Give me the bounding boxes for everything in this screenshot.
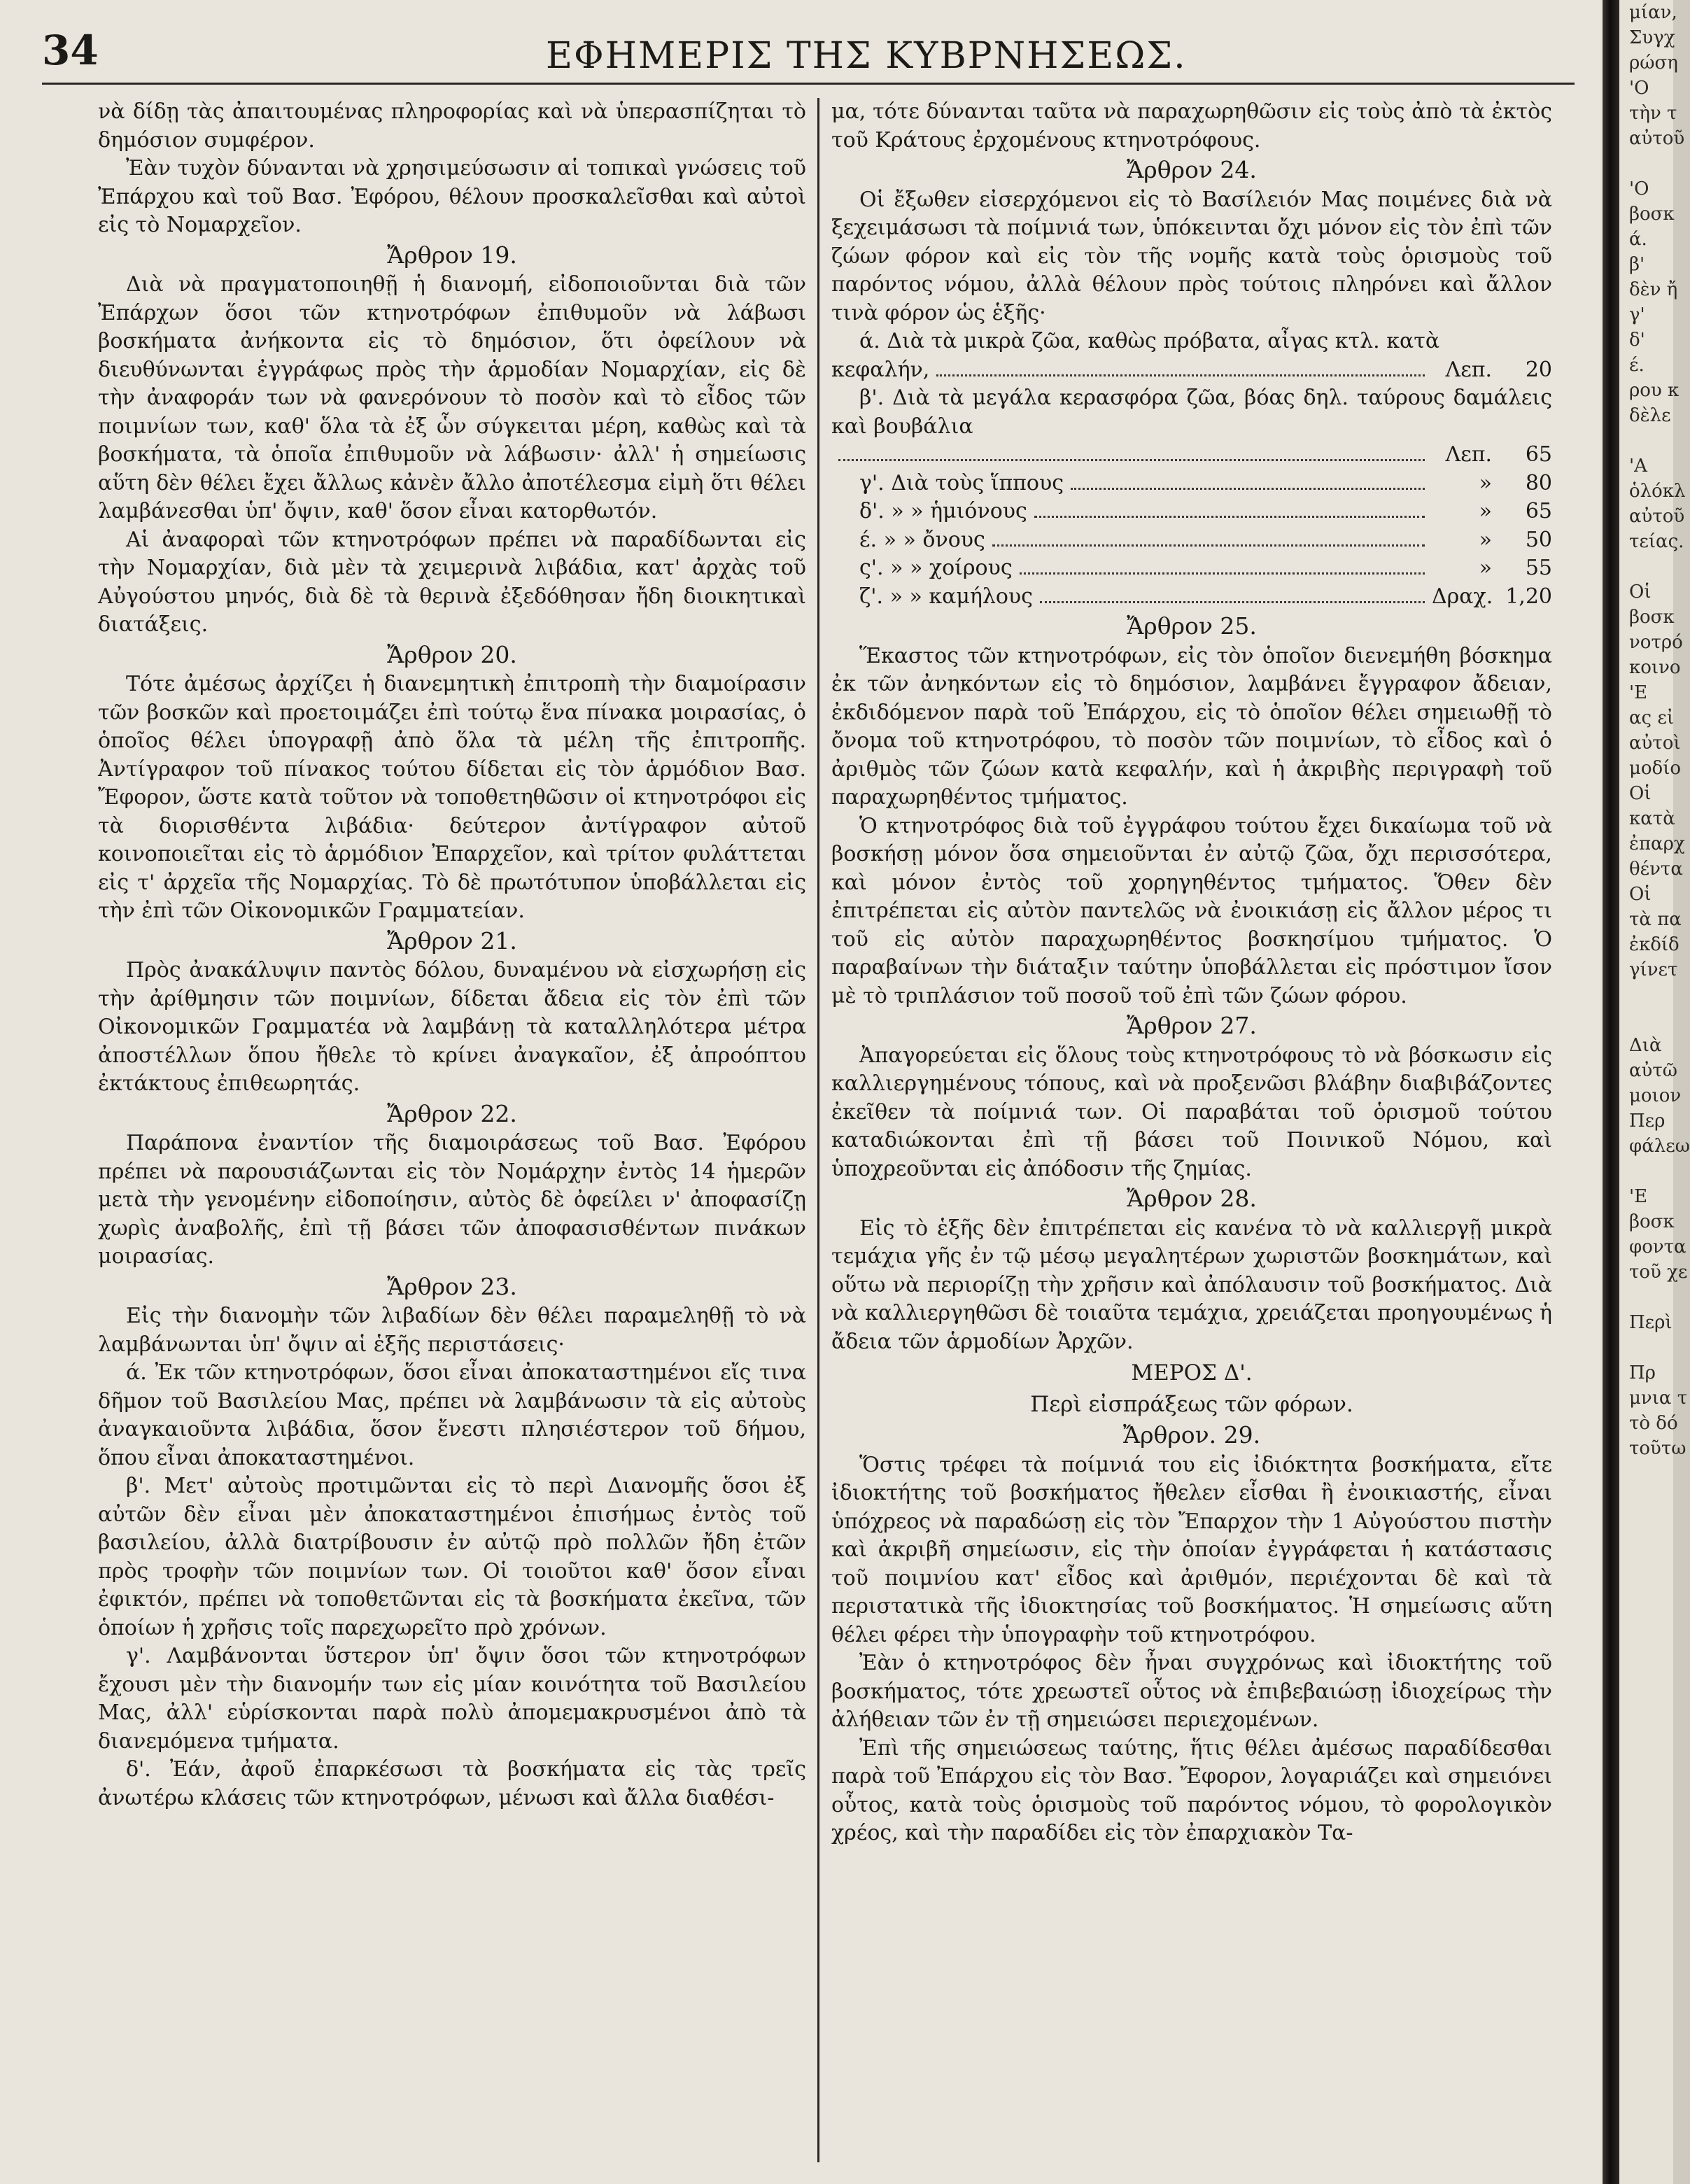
facing-page-fragment: θέντα (1629, 859, 1683, 880)
facing-page-fragment (1629, 151, 1673, 176)
facing-page-fragment: αὐτοὶ (1629, 733, 1681, 754)
facing-page-fragment (1629, 1008, 1673, 1033)
facing-page-fragment: Πρ (1629, 1362, 1656, 1383)
fee-label: ζ'. » » καμήλους (859, 584, 1033, 609)
facing-page-fragment: τείας. (1629, 531, 1684, 552)
paragraph: Ὅστις τρέφει τὰ ποίμνιά του εἰς ἰδιόκτητα βοσκήματα, εἴτε ἰδιοκτήτης τοῦ βοσκήματος ἤθελεν εἶσθαι ἢ ἐνοικιαστής, εἶναι ὑπόχρεος νὰ παραδώσῃ εἰς τὸν Ἔπαρχον τὴν 1 Αὐγούστου πιστὴν καὶ ἀκριβῆ σημείωσιν, εἰς τὴν ὁποίαν ἐγγράφεται ἡ κατάστασις τοῦ ποιμνίου κατ' εἶδος καὶ ἀριθμόν, περιέχονται δὲ καὶ τὰ περιστατικὰ τῆς ἰδιοκτησίας τοῦ βοσκήματος. Ἡ σημείωσις αὕτη θέλει φέρει τὴν ὑπογραφὴν τοῦ κτηνοτρόφου. (831, 1452, 1552, 1647)
article-heading: Ἄρθρον 24. (1127, 156, 1257, 183)
facing-page-fragment: γίνετ (1629, 959, 1678, 980)
facing-page-fragment: ας εἰ (1629, 707, 1675, 728)
facing-page-fragment: Οἱ (1629, 582, 1652, 603)
column-divider (817, 98, 819, 2162)
facing-page-fragment (1629, 1285, 1673, 1310)
paragraph: Ἐὰν τυχὸν δύνανται νὰ χρησιμεύσωσιν αἱ τοπικαὶ γνώσεις τοῦ Ἐπάρχου καὶ τοῦ Βασ. Ἐφόρου, θέλουν προσκαλεῖσθαι καὶ αὐτοὶ εἰς τὸ Νομαρχεῖον. (98, 156, 806, 237)
fee-unit: » (1479, 499, 1492, 523)
facing-page-fragment: τὴν τ (1629, 103, 1677, 124)
fee-row (831, 470, 1552, 498)
paragraph: Παράπονα ἐναντίον τῆς διαμοιράσεως τοῦ Βασ. Ἐφόρου πρέπει νὰ παρουσιάζωνται εἰς τὸν Νομάρχην ἐντὸς 14 ἡμερῶν μετὰ τὴν γενομένην εἰδοποίησιν, αὐτὸς δὲ ὀφείλει ν' ἀποφασίζῃ χωρὶς ἀναβολῆς, ἐπὶ τῇ βάσει τῶν ἀποφασισθέντων πινάκων μοιρασίας. (98, 1131, 806, 1269)
facing-page-fragment: τοῦ χε (1629, 1262, 1688, 1283)
facing-page-fragment: βοσκ (1629, 607, 1675, 628)
paragraph: β'. Διὰ τὰ μεγάλα κερασφόρα ζῶα, βόας δηλ. ταύρους δαμάλεις καὶ βουβάλια (831, 386, 1552, 439)
section-heading: ΜΕΡΟΣ Δ'. (1131, 1360, 1253, 1386)
paragraph: Πρὸς ἀνακάλυψιν παντὸς δόλου, δυναμένου νὰ εἰσχωρήσῃ εἰς τὴν ἀρίθμησιν τῶν ποιμνίων, δίδεται ἄδεια εἰς τὸν ἐπὶ τῶν Οἰκονομικῶν Γραμματέα νὰ λαμβάνῃ τὰ καταλληλότερα μέτρα ἀποστέλλων ὅπου ἤθελε τὸ κρίνει ἀναγκαῖον, ἐξ ἀπροόπτου ἐκτάκτους ἐπιθεωρητάς. (98, 958, 806, 1096)
facing-page-fragment (1629, 554, 1673, 579)
fee-unit: » (1479, 527, 1492, 552)
fee-label: δ'. » » ἡμιόνους (859, 499, 1027, 523)
fee-amount: 1,20 (1505, 584, 1552, 609)
facing-page-fragment: δ' (1629, 330, 1645, 351)
facing-page-fragment: δὲν ἤ (1629, 279, 1678, 300)
fee-unit: » (1479, 470, 1492, 495)
facing-page-fragment: δὲλε (1629, 405, 1671, 426)
fee-row (831, 554, 1552, 583)
facing-page-fragment: φοντα (1629, 1237, 1687, 1257)
paragraph: Ἐπὶ τῆς σημειώσεως ταύτης, ἥτις θέλει ἀμέσως παραδίδεσθαι παρὰ τοῦ Ἐπάρχου εἰς τὸν Βασ. Ἔφορον, λογαριάζει καὶ σημειόνει οὗτος, κατὰ τοὺς ὁρισμοὺς τοῦ παρόντος νόμου, τὸ φορολογικὸν χρέος, καὶ τὴν παραδίδει εἰς τὸν ἐπαρχιακὸν Τα- (831, 1735, 1552, 1845)
facing-page-fragment: 'Ο (1629, 78, 1649, 99)
facing-page-fragment: Περὶ (1629, 1312, 1673, 1333)
fee-row (831, 526, 1552, 555)
fee-amount: 50 (1525, 527, 1552, 552)
dot-leader (838, 459, 1425, 461)
fee-amount: 65 (1525, 442, 1552, 467)
paragraph: ά. Διὰ τὰ μικρὰ ζῶα, καθὼς πρόβατα, αἶγας κτλ. κατὰ (859, 329, 1440, 353)
facing-page-fragment: ρου κ (1629, 380, 1680, 401)
dot-leader (1071, 488, 1425, 490)
facing-page-fragment: νοτρό (1629, 632, 1683, 653)
facing-page-fragment: Οἱ (1629, 783, 1652, 804)
fee-label: κεφαλήν, (831, 357, 930, 382)
page-number: 34 (42, 27, 99, 74)
article-heading: Ἄρθρον 21. (387, 927, 517, 954)
facing-page-fragment: μνια τ (1629, 1388, 1688, 1409)
facing-page-fragment: Συγχ (1629, 27, 1675, 48)
facing-page-fragment: αὐτοῦ (1629, 128, 1685, 149)
dot-leader (1020, 572, 1425, 575)
fee-label: έ. » » ὄνους (859, 527, 985, 552)
paragraph: ά. Ἐκ τῶν κτηνοτρόφων, ὅσοι εἶναι ἀποκαταστημένοι εἴς τινα δῆμον τοῦ Βασιλείου Μας, πρέπει νὰ λαμβάνωσιν τὰ εἰς αὐτοὺς ἀναγκαιοῦντα λιβάδια, ὅσον ἔνεστι πλησιέστερον τοῦ δήμου, ὅπου εἶναι ἀποκαταστημένοι. (98, 1360, 806, 1470)
fee-row (831, 356, 1552, 385)
article-heading: Ἄρθρον 20. (387, 640, 517, 668)
paragraph: γ'. Λαμβάνονται ὕστερον ὑπ' ὄψιν ὅσοι τῶν κτηνοτρόφων ἔχουσι μὲν τὴν διανομήν των εἰς μίαν κοινότητα τοῦ Βασιλείου Μας, ἀλλ' εὑρίσκονται παρὰ πολὺ ἀπομεμακρυσμένοι ἀπὸ τὰ διανεμόμενα τμήματα. (98, 1644, 806, 1754)
paragraph: μα, τότε δύνανται ταῦτα νὰ παραχωρηθῶσιν εἰς τοὺς ἀπὸ τὰ ἐκτὸς τοῦ Κράτους ἐρχομένους κτηνοτρόφους. (831, 99, 1552, 153)
article-heading: Ἄρθρον 27. (1127, 1012, 1257, 1039)
dot-leader (1034, 516, 1425, 518)
facing-page-fragment: γ' (1629, 304, 1645, 325)
section-heading: Περὶ εἰσπράξεως τῶν φόρων. (1030, 1391, 1353, 1417)
facing-page-fragment: αὐτοῦ (1629, 506, 1685, 527)
facing-page-fragment (1629, 1159, 1673, 1184)
facing-page-fragment: φάλεω (1629, 1136, 1690, 1157)
article-heading: Ἄρθρον. 29. (1122, 1421, 1261, 1449)
paragraph: δ'. Ἐάν, ἀφοῦ ἐπαρκέσωσι τὰ βοσκήματα εἰς τὰς τρεῖς ἀνωτέρω κλάσεις τῶν κτηνοτρόφων, μένωσι καὶ ἄλλα διαθέσι- (98, 1757, 806, 1810)
facing-page-fragment (1629, 1335, 1673, 1360)
article-heading: Ἄρθρον 22. (387, 1099, 517, 1127)
facing-page-fragment: 'Ο (1629, 178, 1649, 199)
facing-page-fragment: Περ (1629, 1111, 1666, 1132)
paragraph: Αἱ ἀναφοραὶ τῶν κτηνοτρόφων πρέπει νὰ παραδίδωνται εἰς τὴν Νομαρχίαν, διὰ μὲν τὰ χειμερινὰ λιβάδια, κατ' ἀρχὰς τοῦ Αὐγούστου μηνός, διὰ δὲ τὰ θερινὰ ἐξεδόθησαν ἤδη διοικητικαὶ διατάξεις. (98, 527, 806, 637)
facing-page-fragment: τὸ δό (1629, 1413, 1678, 1434)
facing-page-fragment (1629, 982, 1673, 1008)
article-heading: Ἄρθρον 23. (387, 1272, 517, 1300)
facing-page-fragment: τοῦτω (1629, 1438, 1687, 1459)
fee-row (831, 498, 1552, 526)
fee-amount: 80 (1525, 470, 1552, 495)
fee-unit: Λεπ. (1445, 357, 1492, 382)
dot-leader (992, 544, 1425, 547)
article-heading: Ἄρθρον 25. (1127, 612, 1257, 640)
facing-page-fragment: 'Ε (1629, 682, 1648, 703)
paragraph: Οἱ ἔξωθεν εἰσερχόμενοι εἰς τὸ Βασίλειόν Μας ποιμένες διὰ νὰ ξεχειμάσωσι τὰ ποίμνιά των, ὑπόκεινται ὄχι μόνον εἰς τὸν ἐπὶ τῶν ζώων φόρον καὶ εἰς τὸν τῆς νομῆς κατὰ τοὺς ὁρισμοὺς τοῦ παρόντος νόμου, ἀλλὰ θέλουν πρὸς τούτοις πληρόνει καὶ ἄλλον τινὰ φόρον ὡς ἑξῆς· (831, 187, 1552, 325)
fee-amount: 55 (1525, 556, 1552, 580)
header-rule (42, 83, 1575, 85)
facing-page-fragment: Οἱ (1629, 884, 1652, 905)
article-heading: Ἄρθρον 28. (1127, 1185, 1257, 1212)
paragraph: Ἐὰν ὁ κτηνοτρόφος δὲν ἦναι συγχρόνως καὶ ἰδιοκτήτης τοῦ βοσκήματος, τότε χρεωστεῖ οὗτος νὰ ἐπιβεβαιώσῃ ἰδιοχείρως τὴν ἀλήθειαν τῶν ἐν τῇ σημειώσει περιεχομένων. (831, 1651, 1552, 1732)
facing-page-fragment: ἐκδίδ (1629, 934, 1680, 955)
facing-page-edge (1619, 0, 1690, 2184)
facing-page-fragment: κοινο (1629, 657, 1681, 678)
facing-page-fragment: β' (1629, 254, 1645, 275)
running-head-title: ΕΦΗΜΕΡΙΣ ΤΗΣ ΚΥΒΡΝΗΣΕΩΣ. (546, 35, 1187, 77)
fee-row (831, 441, 1552, 470)
fee-unit: » (1479, 556, 1492, 580)
facing-page-fragment: Διὰ (1629, 1035, 1662, 1056)
paragraph: Ἀπαγορεύεται εἰς ὅλους τοὺς κτηνοτρόφους τὸ νὰ βόσκωσιν εἰς καλλιεργημένους τόπους, καὶ νὰ προξενῶσι βλάβην διαβιβάζοντες ἐκεῖθεν τὰ ποίμνιά των. Οἱ παραβάται τοῦ ὁρισμοῦ τούτου καταδιώκονται ἐπὶ τῇ βάσει τοῦ Ποινικοῦ Νόμου, καὶ ὑποχρεοῦνται εἰς ἀπόδοσιν τῆς ζημίας. (831, 1043, 1552, 1181)
fee-unit: Δραχ. (1432, 584, 1493, 609)
paragraph: β'. Μετ' αὐτοὺς προτιμῶνται εἰς τὸ περὶ Διανομῆς ὅσοι ἐξ αὐτῶν δὲν εἶναι μὲν ἀποκαταστημένοι ἐπισήμως ἐντὸς τοῦ βασιλείου, ἀλλὰ διατρίβουσιν ἐν αὐτῷ πρὸ πολλῶν ἤδη ἐτῶν πρὸς τροφὴν τῶν ποιμνίων των. Οἱ τοιοῦτοι καθ' ὅσον εἶναι ἐφικτόν, πρέπει νὰ τοποθετῶνται εἰς τὰ βοσκήματα ἐκεῖνα, τῶν ὁποίων ἡ χρῆσις τοῖς παρεχωρεῖτο πρὸ χρόνων. (98, 1474, 806, 1640)
facing-page-fragment: αὐτῶ (1629, 1060, 1677, 1081)
facing-page-fragment: βοσκ (1629, 204, 1675, 225)
paragraph: Εἰς τὴν διανομὴν τῶν λιβαδίων δὲν θέλει παραμεληθῇ τὸ νὰ λαμβάνωνται ὑπ' ὄψιν αἱ ἑξῆς περιστάσεις· (98, 1304, 806, 1357)
paragraph: Ἕκαστος τῶν κτηνοτρόφων, εἰς τὸν ὁποῖον διενεμήθη βόσκημα ἐκ τῶν ἀνηκόντων εἰς τὸ δημόσιον, λαμβάνει ἔγγραφον ἄδειαν, ἐκδιδόμενον παρὰ τοῦ Ἐπάρχου, εἰς τὸ ὁποῖον θέλει σημειωθῇ τὸ ὄνομα τοῦ κτηνοτρόφου, τὸ ποσὸν τῶν ποιμνίων, τὸ εἶδος καὶ ὁ ἀριθμὸς τῶν ζώων κατὰ κεφαλήν, καὶ ἡ ἀκριβὴς περιγραφὴ τοῦ παραχωρηθέντος τμήματος. (831, 643, 1552, 810)
facing-page-fragment: ἐπαρχ (1629, 833, 1685, 854)
fee-label: γ'. Διὰ τοὺς ἵππους (859, 470, 1064, 495)
paragraph: Εἰς τὸ ἑξῆς δὲν ἐπιτρέπεται εἰς κανένα τὸ νὰ καλλιεργῇ μικρὰ τεμάχια γῆς ἐν τῷ μέσῳ μεγαλητέρων χωριστῶν βοσκημάτων, καὶ οὕτω νὰ περιορίζῃ τὴν χρῆσιν καὶ ἀπόλαυσιν τοῦ βοσκήματος. Διὰ νὰ καλλιεργηθῶσι δὲ τοιαῦτα τεμάχια, χρειάζεται προηγουμένως ἡ ἄδεια τῶν ἁρμοδίων Ἀρχῶν. (831, 1216, 1552, 1354)
dot-leader (1040, 601, 1425, 603)
facing-page-fragment: βοσκ (1629, 1211, 1675, 1232)
facing-page-fragment: ρώση (1629, 52, 1678, 73)
facing-page-fragment: μοδίο (1629, 758, 1682, 779)
paragraph: Ὁ κτηνοτρόφος διὰ τοῦ ἐγγράφου τούτου ἔχει δικαίωμα τοῦ νὰ βοσκήσῃ μόνον ὅσα σημειοῦνται ἐν αὐτῷ ζῶα, ὄχι περισσότερα, καὶ μόνον ἐντὸς τοῦ χορηγηθέντος τμήματος. Ὅθεν δὲν ἐπιτρέπεται εἰς αὐτὸν παντελῶς νὰ ἐνοικιάσῃ εἰς ἄλλον μέρος τι τοῦ εἰς αὐτὸν παραχωρηθέντος βοσκησίμου τμήματος. Ὁ παραβαίνων τὴν διάταξιν ταύτην ὑποβάλλεται εἰς πρόστιμον ἴσον μὲ τὸ τριπλάσιον τοῦ ποσοῦ τοῦ ἐπὶ τῶν ζώων φόρου. (831, 813, 1552, 1008)
fee-unit: Λεπ. (1445, 442, 1492, 467)
left-text-column (98, 98, 806, 2162)
fee-amount: 20 (1525, 357, 1552, 382)
facing-page-fragment: 'Ε (1629, 1186, 1648, 1207)
dot-leader (936, 374, 1425, 376)
facing-page-fragment: μίαν, (1629, 2, 1677, 23)
facing-page-fragment: ὁλόκλ (1629, 481, 1686, 502)
paragraph: νὰ δίδῃ τὰς ἀπαιτουμένας πληροφορίας καὶ νὰ ὑπερασπίζηται τὸ δημόσιον συμφέρον. (98, 99, 806, 153)
facing-page-fragment (1629, 428, 1673, 453)
facing-page-fragment: έ. (1629, 355, 1645, 376)
fee-amount: 65 (1525, 499, 1552, 523)
facing-page-fragment: τὰ πα (1629, 909, 1682, 930)
facing-page-fragment: κατὰ (1629, 808, 1675, 829)
paragraph: Τότε ἀμέσως ἀρχίζει ἡ διανεμητικὴ ἐπιτροπὴ τὴν διαμοίρασιν τῶν βοσκῶν καὶ προετοιμάζει ἐπὶ τούτῳ ἕνα πίνακα μοιρασίας, ὁ ὁποῖος θέλει ὑπογραφῇ ἀπὸ ὅλα τὰ μέλη τῆς ἐπιτροπῆς. Ἀντίγραφον τοῦ πίνακος τούτου δίδεται εἰς τὸν ἁρμόδιον Βασ. Ἔφορον, ὥστε κατὰ τοῦτον νὰ τοποθετηθῶσιν οἱ κτηνοτρόφοι εἰς τὰ διορισθέντα λιβάδια· δεύτερον ἀντίγραφον αὐτοῦ κοινοποιεῖται εἰς τὸ ἁρμόδιον Ἐπαρχεῖον, καὶ τρίτον φυλάττεται εἰς τ' ἀρχεῖα τῆς Νομαρχίας. Τὸ δὲ πρωτότυπον ὑποβάλλεται εἰς τὴν ἐπὶ τῶν Οἰκονομικῶν Γραμματείαν. (98, 672, 806, 923)
facing-page-fragment: 'Α (1629, 456, 1647, 477)
book-gutter (1603, 0, 1619, 2184)
article-heading: Ἄρθρον 19. (387, 241, 517, 269)
fee-label: ς'. » » χοίρους (859, 556, 1013, 580)
fee-row (831, 583, 1552, 612)
paragraph: Διὰ νὰ πραγματοποιηθῇ ἡ διανομή, εἰδοποιοῦνται διὰ τῶν Ἐπάρχων ὅσοι τῶν κτηνοτρόφων ἐπιθυμοῦν νὰ λάβωσι βοσκήματα ἀνήκοντα εἰς τὸ δημόσιον, ὅτι ὀφείλουν νὰ διευθύνωνται ἐγγράφως πρὸς τὴν ἁρμοδίαν Νομαρχίαν, εἰς δὲ τὴν ἀναφοράν των νὰ φανερόνουν τὸ ποσὸν καὶ τὸ εἶδος τῶν ποιμνίων των, καθ' ὅλα τὰ ἐξ ὧν σύγκειται μέρη, καθὼς καὶ τὰ βοσκήματα, τὰ ὁποῖα ἐπιθυμοῦν νὰ λάβωσιν· ἀλλ' ἡ σημείωσις αὕτη δὲν θέλει ἔχει ἄλλως κἀνὲν ἄλλο ἀποτέλεσμα εἰμὴ ὅτι θέλει λαμβάνεσθαι ὑπ' ὄψιν, καθ' ὅσον εἶναι κατορθωτόν. (98, 272, 806, 523)
facing-page-fragment: ά. (1629, 229, 1647, 250)
right-text-column (831, 98, 1552, 2162)
facing-page-fragment: μοιον (1629, 1085, 1682, 1106)
